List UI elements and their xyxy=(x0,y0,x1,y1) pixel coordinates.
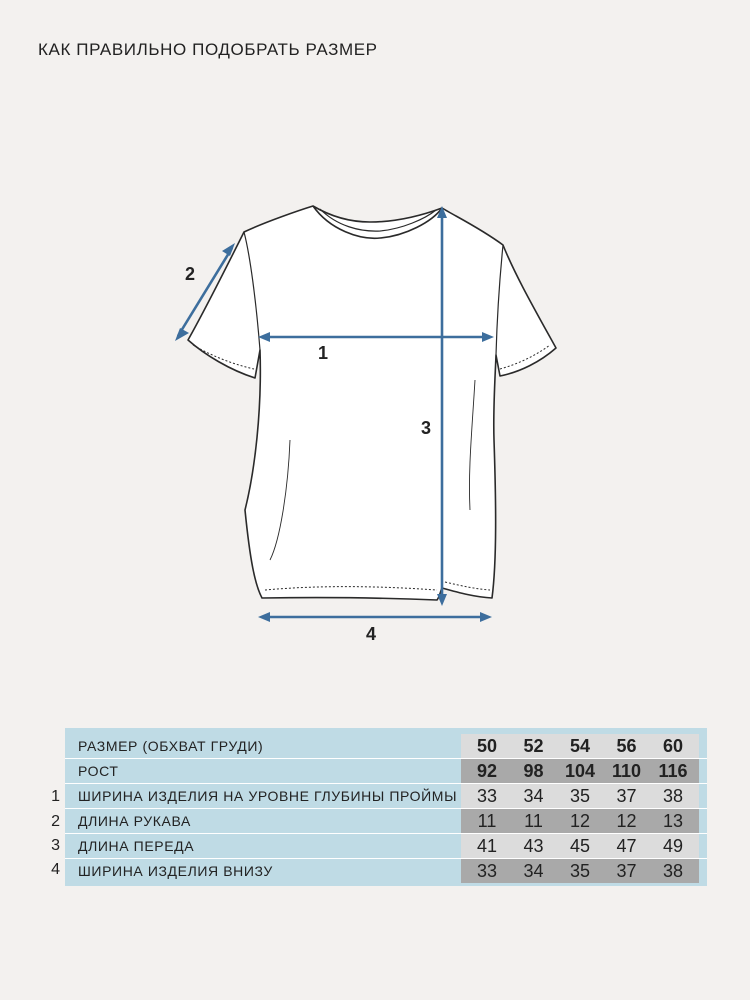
cell: 33 xyxy=(476,785,498,806)
cell: 104 xyxy=(564,760,596,781)
row-values xyxy=(461,734,699,758)
cell: 41 xyxy=(476,835,498,856)
cell: 49 xyxy=(662,835,684,856)
cell: 45 xyxy=(569,835,591,856)
row-values xyxy=(461,834,699,858)
row-number-2: 2 xyxy=(51,813,60,830)
cell: 11 xyxy=(477,810,497,831)
row-label: ДЛИНА РУКАВА xyxy=(78,813,191,830)
size-table xyxy=(65,728,707,886)
cell: 37 xyxy=(616,785,637,806)
cell: 34 xyxy=(523,785,544,806)
cell: 116 xyxy=(658,760,688,781)
row-label: РОСТ xyxy=(78,763,119,780)
measure-label-4: 4 xyxy=(366,624,377,644)
cell: 98 xyxy=(523,760,544,781)
table-row xyxy=(65,734,707,758)
cell: 35 xyxy=(569,785,591,806)
cell: 13 xyxy=(662,810,684,831)
row-label: РАЗМЕР (ОБХВАТ ГРУДИ) xyxy=(78,738,264,755)
cell: 50 xyxy=(476,735,498,756)
cell: 52 xyxy=(523,735,544,756)
cell: 35 xyxy=(569,860,591,881)
cell: 33 xyxy=(476,860,498,881)
cell: 54 xyxy=(569,735,591,756)
cell: 38 xyxy=(662,860,684,881)
cell: 34 xyxy=(523,860,544,881)
row-values xyxy=(461,784,699,808)
cell: 12 xyxy=(616,810,637,831)
cell: 60 xyxy=(662,735,684,756)
page-title: КАК ПРАВИЛЬНО ПОДОБРАТЬ РАЗМЕР xyxy=(38,40,378,59)
row-label: ШИРИНА ИЗДЕЛИЯ ВНИЗУ xyxy=(78,863,273,880)
row-values xyxy=(461,809,699,833)
cell: 12 xyxy=(569,810,591,831)
cell: 11 xyxy=(524,810,543,831)
cell: 47 xyxy=(616,835,637,856)
cell: 38 xyxy=(662,785,684,806)
cell: 92 xyxy=(476,760,498,781)
table-row xyxy=(65,759,707,783)
cell: 56 xyxy=(616,735,637,756)
row-values xyxy=(461,759,699,783)
cell: 37 xyxy=(616,860,637,881)
measure-label-1: 1 xyxy=(318,343,329,363)
row-number-3: 3 xyxy=(51,837,60,854)
row-label: ШИРИНА ИЗДЕЛИЯ НА УРОВНЕ ГЛУБИНЫ ПРОЙМЫ xyxy=(78,788,458,805)
cell: 110 xyxy=(611,760,642,781)
row-label: ДЛИНА ПЕРЕДА xyxy=(78,838,195,855)
table-row xyxy=(65,784,707,808)
table-row xyxy=(65,809,707,833)
row-number-1: 1 xyxy=(51,788,60,805)
row-values xyxy=(461,859,699,883)
row-number-4: 4 xyxy=(51,861,60,878)
measure-label-2: 2 xyxy=(185,264,196,284)
cell: 43 xyxy=(523,835,544,856)
measure-label-3: 3 xyxy=(421,418,432,438)
table-row xyxy=(65,859,707,883)
table-row xyxy=(65,834,707,858)
